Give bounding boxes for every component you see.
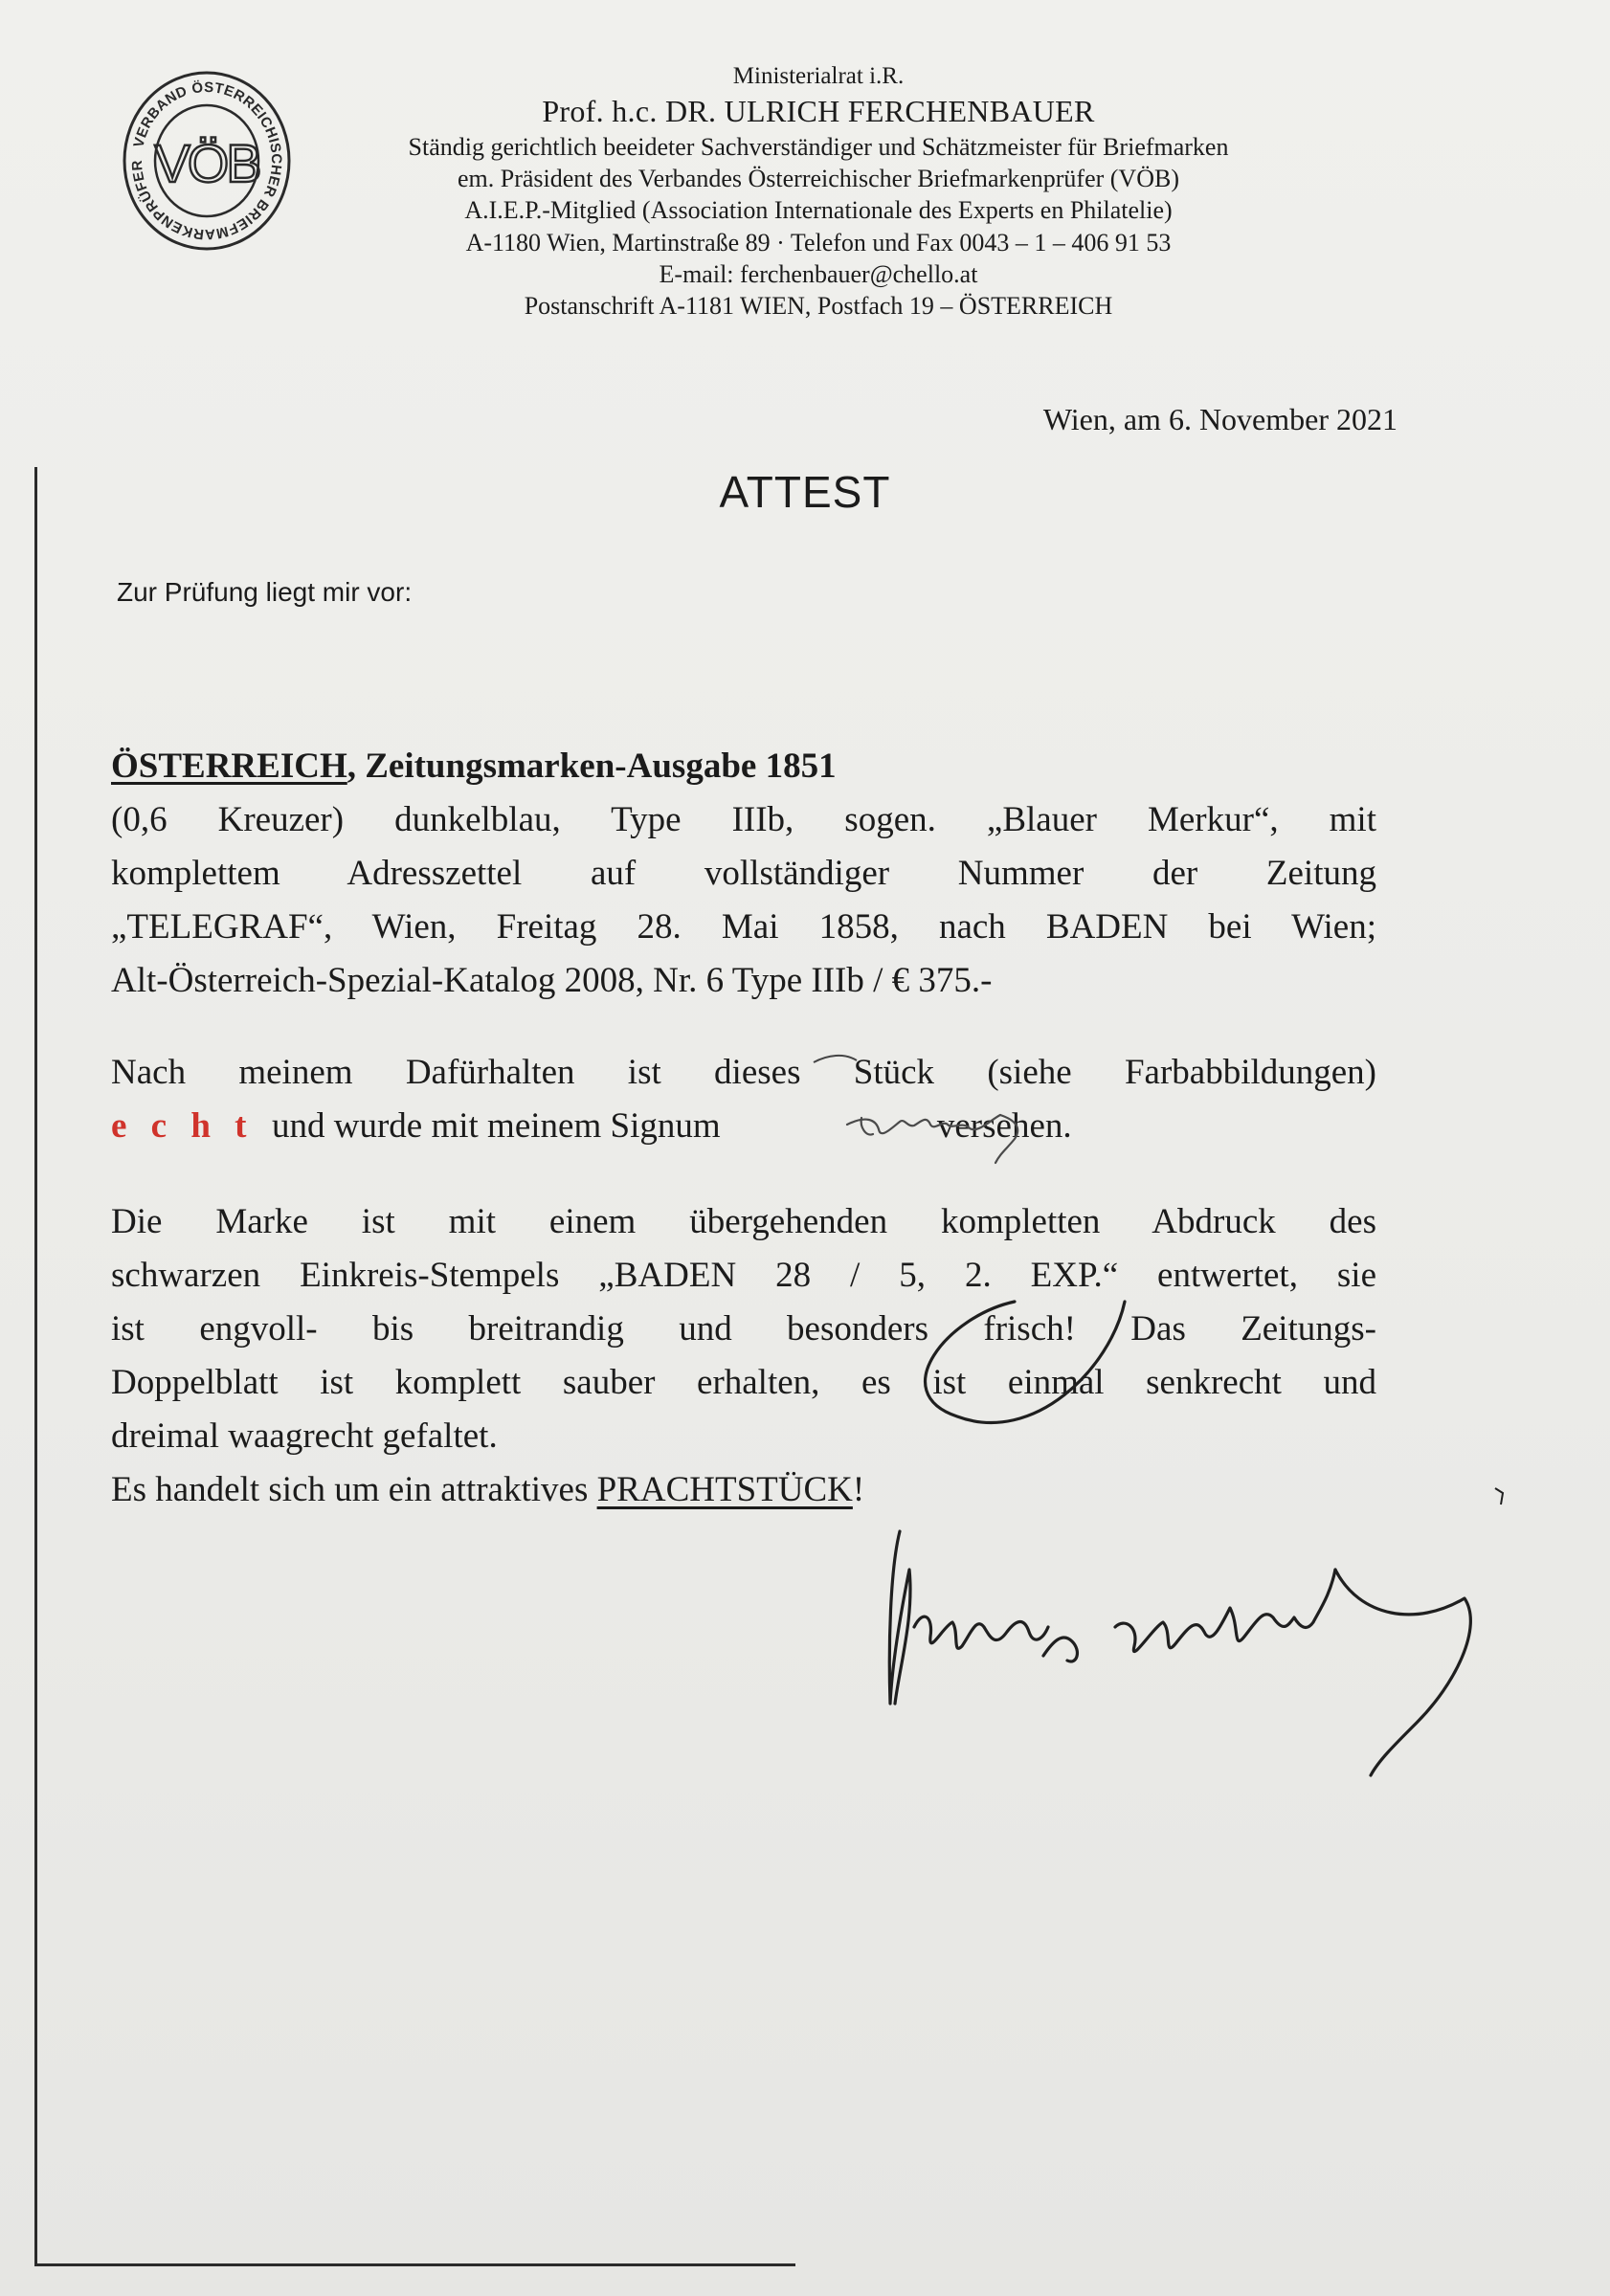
header-credential-1: Ständig gerichtlich beeideter Sachverständiger und Schätzmeister für Briefmarken — [408, 132, 1229, 161]
item-line: komplettem Adresszettel auf vollständiger Nummer der Zeitung — [111, 854, 1376, 893]
item-heading — [111, 740, 1376, 793]
condition-line: Die Marke ist mit einem übergehenden kompletten Abdruck des — [111, 1202, 1376, 1241]
opinion-end: versehen. — [936, 1106, 1072, 1146]
item-country: ÖSTERREICH — [111, 747, 347, 786]
item-description — [111, 740, 1376, 1008]
opinion-paragraph — [111, 1046, 1376, 1153]
header-postal: Postanschrift A-1181 WIEN, Postfach 19 – ÖSTERREICH — [524, 292, 1113, 321]
conclusion-punct: ! — [852, 1470, 865, 1509]
item-line: Alt-Österreich-Spezial-Katalog 2008, Nr. 6 Type IIIb / € 375.- — [111, 961, 993, 1000]
conclusion-text: Es handelt sich um ein attraktives — [111, 1470, 597, 1509]
header-expert-name: Prof. h.c. DR. ULRICH FERCHENBAUER — [542, 94, 1095, 128]
item-line: (0,6 Kreuzer) dunkelblau, Type IIIb, sogen. „Blauer Merkur“, mit — [111, 800, 1376, 839]
condition-paragraph — [111, 1195, 1376, 1517]
left-border-rule — [34, 467, 37, 2266]
svg-text:VERBAND ÖSTERREICHISCHER BRIEF: VERBAND ÖSTERREICHISCHER BRIEFMARKENPRÜFER — [128, 78, 285, 243]
prachtstueck-emphasis: PRACHTSTÜCK — [596, 1470, 853, 1509]
bottom-border-rule — [34, 2263, 795, 2266]
header-email: E-mail: ferchenbauer@chello.at — [659, 260, 978, 289]
header-address: A-1180 Wien, Martinstraße 89 · Telefon und Fax 0043 – 1 – 406 91 53 — [465, 228, 1172, 256]
document-title: ATTEST — [719, 467, 891, 517]
svg-text:VÖB: VÖB — [154, 133, 259, 193]
condition-line: ist engvoll- bis breitrandig und besonders frisch! Das Zeitungs- — [111, 1309, 1376, 1349]
header-credential-2: em. Präsident des Verbandes Österreichischer Briefmarkenprüfer (VÖB) — [458, 165, 1179, 193]
item-line: „TELEGRAF“, Wien, Freitag 28. Mai 1858, nach BADEN bei Wien; — [111, 907, 1376, 947]
header-title-line: Ministerialrat i.R. — [732, 63, 905, 89]
opinion-line-2 — [111, 1100, 1376, 1153]
letterhead — [316, 61, 1321, 323]
opinion-text: und wurde mit meinem Signum — [272, 1106, 721, 1146]
condition-line: schwarzen Einkreis-Stempels „BADEN 28 / 5, 2. EXP.“ entwertet, sie — [111, 1256, 1376, 1295]
genuine-verdict: e c h t — [111, 1106, 255, 1146]
condition-line: dreimal waagrecht gefaltet. — [111, 1416, 498, 1456]
item-issue: , Zeitungsmarken-Ausgabe 1851 — [347, 747, 837, 786]
intro-text: Zur Prüfung liegt mir vor: — [117, 577, 413, 607]
voeb-seal-logo — [121, 65, 293, 256]
opinion-line: Nach meinem Dafürhalten ist dieses Stück (siehe Farbabbildungen) — [111, 1053, 1376, 1092]
condition-line: Doppelblatt ist komplett sauber erhalten, es ist einmal senkrecht und — [111, 1363, 1376, 1402]
conclusion-line — [111, 1463, 1376, 1517]
header-credential-3: A.I.E.P.-Mitglied (Association Internationale des Experts en Philatelie) — [464, 196, 1173, 225]
document-date: Wien, am 6. November 2021 — [1042, 402, 1398, 436]
